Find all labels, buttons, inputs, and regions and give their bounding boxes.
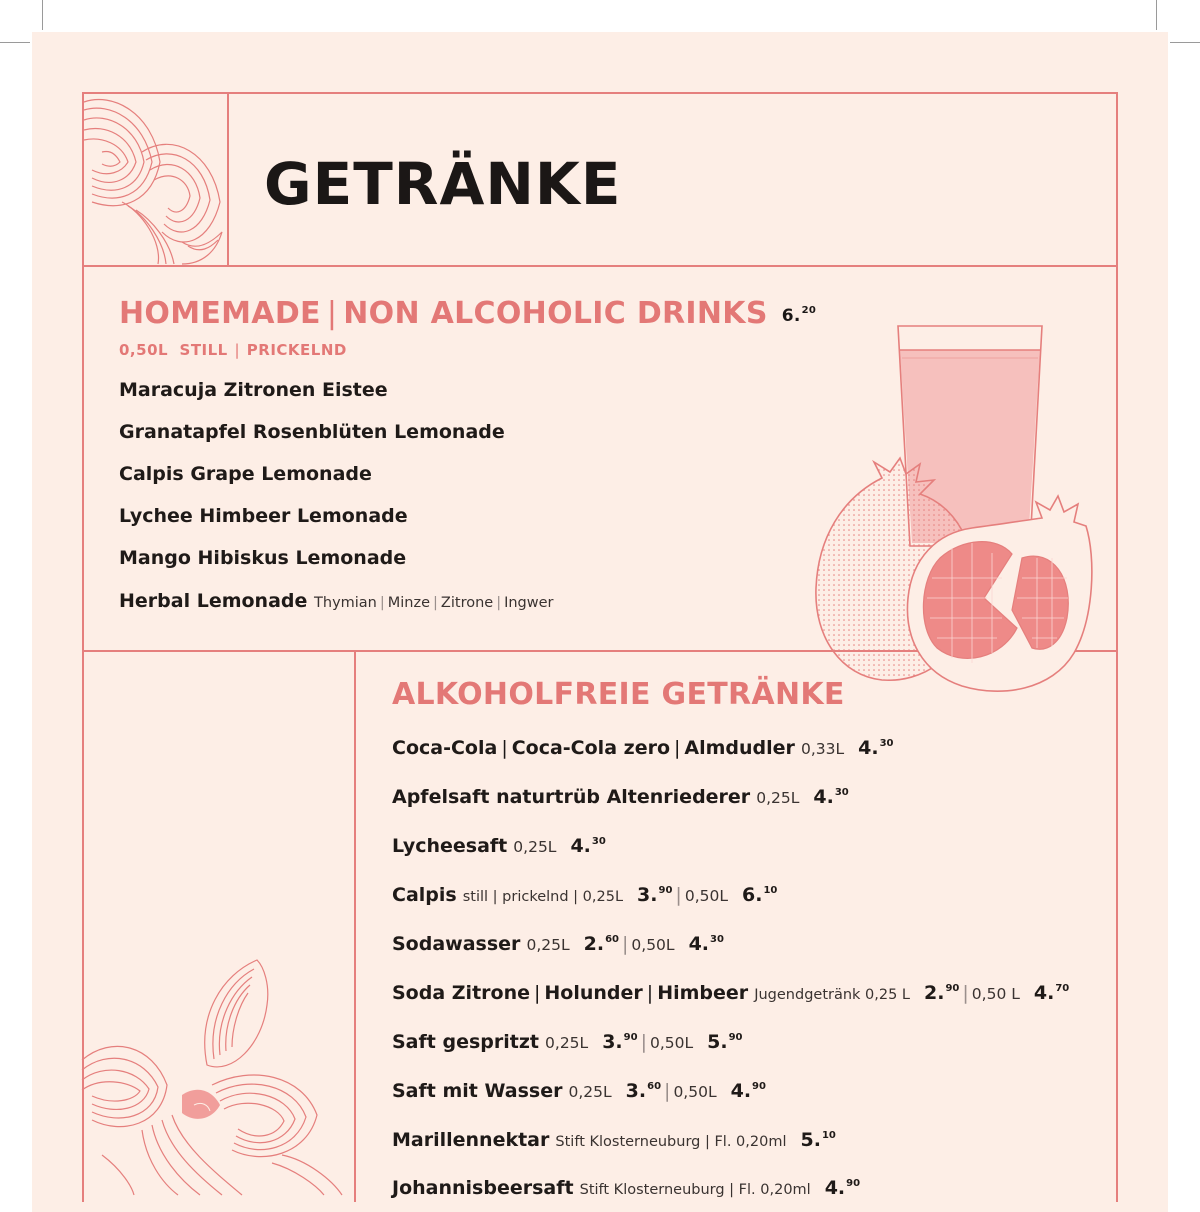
sub-left: 0,50L STILL (119, 341, 228, 359)
crop-mark (1156, 0, 1157, 30)
crop-mark (42, 0, 43, 30)
heading-divider: | (326, 296, 338, 331)
homemade-heading (119, 296, 816, 331)
frame-line (354, 650, 356, 1202)
flower-top-left-icon (82, 92, 228, 266)
table-row: Saft gespritzt 0,25L 3.90 | 0,50L 5.90 (392, 1031, 743, 1053)
frame-line (82, 265, 1118, 267)
homemade-price: 6.20 (781, 305, 817, 326)
crop-mark (0, 42, 30, 43)
flower-bottom-left-icon (82, 955, 354, 1200)
table-row: Apfelsaft naturtrüb Altenriederer 0,25L 4.30 (392, 786, 849, 808)
table-row: Saft mit Wasser 0,25L 3.60 | 0,50L 4.90 (392, 1080, 766, 1102)
table-row: Coca-Cola | Coca-Cola zero | Almdudler 0,33L 4.30 (392, 737, 894, 759)
item-detail: Thymian (314, 595, 377, 611)
table-row: Soda Zitrone | Holunder | Himbeer Jugendgetränk 0,25 L 2.90 | 0,50 L 4.70 (392, 982, 1070, 1004)
list-item: Mango Hibiskus Lemonade (119, 547, 407, 569)
homemade-heading-left: HOMEMADE (119, 296, 321, 331)
sub-right: PRICKELND (246, 341, 347, 359)
page-title: GETRÄNKE (264, 150, 622, 218)
frame-line (82, 92, 1118, 94)
item-detail: Ingwer (504, 595, 554, 611)
list-item: Granatapfel Rosenblüten Lemonade (119, 421, 505, 443)
list-item: Lychee Himbeer Lemonade (119, 505, 408, 527)
table-row: Sodawasser 0,25L 2.60 | 0,50L 4.30 (392, 933, 724, 955)
alkoholfrei-heading: ALKOHOLFREIE GETRÄNKE (392, 677, 845, 712)
crop-mark (1170, 42, 1200, 43)
list-item: Calpis Grape Lemonade (119, 463, 372, 485)
item-detail: Minze (387, 595, 431, 611)
frame-line (1116, 92, 1118, 1202)
list-item: Maracuja Zitronen Eistee (119, 379, 388, 401)
sub-divider: | (234, 341, 241, 359)
table-row: Johannisbeersaft Stift Klosterneuburg | Fl. 0,20ml 4.90 (392, 1177, 861, 1199)
homemade-heading-right: NON ALCOHOLIC DRINKS (343, 296, 768, 331)
table-row: Lycheesaft 0,25L 4.30 (392, 835, 606, 857)
table-row: Calpis still | prickelnd | 0,25L 3.90 | 0,50L 6.10 (392, 884, 778, 906)
pomegranate-icon (812, 458, 1096, 698)
table-row: Marillennektar Stift Klosterneuburg | Fl. 0,20ml 5.10 (392, 1129, 836, 1151)
homemade-subheading (119, 341, 347, 359)
item-detail: Zitrone (440, 595, 494, 611)
list-item: Herbal Lemonade Thymian | Minze | Zitrone | Ingwer (119, 590, 554, 612)
